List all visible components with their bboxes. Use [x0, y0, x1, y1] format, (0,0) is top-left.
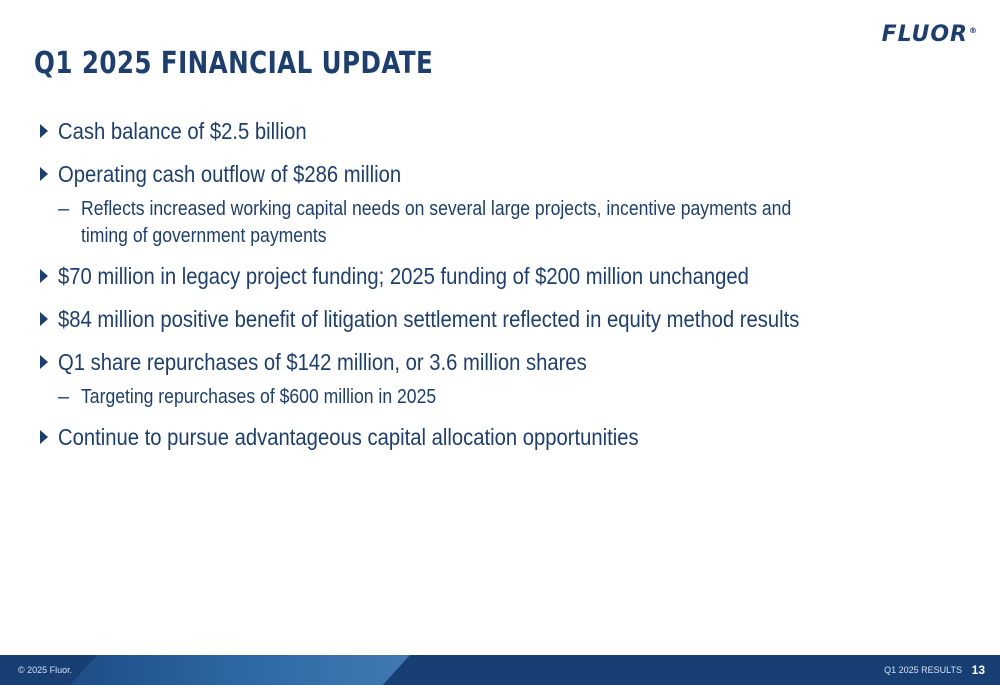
sub-bullet-text — [81, 196, 791, 250]
sub-bullet-line: Reflects increased working capital needs on several large projects, incentive payments and — [81, 198, 792, 220]
dash-icon: – — [58, 386, 70, 408]
bullet-list — [40, 116, 940, 465]
bullet-arrow-icon — [40, 269, 48, 283]
bullet-text: Q1 share repurchases of $142 million, or 3.6 million shares — [58, 349, 587, 375]
sub-bullet-targeting — [58, 384, 940, 411]
bullet-text: $70 million in legacy project funding; 2025 funding of $200 million unchanged — [58, 263, 749, 289]
bullet-text: Continue to pursue advantageous capital allocation opportunities — [58, 424, 639, 450]
bullet-operating-cash — [40, 159, 940, 189]
sub-bullet-text: Targeting repurchases of $600 million in 2025 — [81, 386, 437, 408]
page-title: Q1 2025 FINANCIAL UPDATE — [34, 46, 434, 81]
logo-text: FLUOR — [881, 22, 968, 47]
bullet-text: $84 million positive benefit of litigation settlement reflected in equity method results — [58, 306, 800, 332]
bullet-arrow-icon — [40, 355, 48, 369]
bullet-arrow-icon — [40, 167, 48, 181]
bullet-share-repurchases — [40, 347, 940, 377]
bullet-litigation — [40, 304, 940, 334]
footer-accent-stripe — [70, 655, 410, 685]
registered-mark: ® — [969, 25, 978, 35]
bullet-legacy-funding — [40, 261, 940, 291]
page-number: 13 — [971, 663, 985, 677]
bullet-text: Operating cash outflow of $286 million — [58, 161, 402, 187]
bullet-cash-balance — [40, 116, 940, 146]
sub-bullet-line: timing of government payments — [81, 225, 327, 247]
sub-bullet-working-capital — [58, 196, 940, 250]
bullet-arrow-icon — [40, 430, 48, 444]
bullet-text: Cash balance of $2.5 billion — [58, 118, 307, 144]
bullet-capital-allocation — [40, 422, 940, 452]
dash-icon: – — [58, 198, 70, 220]
copyright: © 2025 Fluor. — [18, 665, 73, 675]
bullet-arrow-icon — [40, 124, 48, 138]
bullet-arrow-icon — [40, 312, 48, 326]
report-label: Q1 2025 RESULTS — [884, 665, 962, 675]
footer-bar — [0, 655, 1000, 685]
fluor-logo — [882, 22, 978, 47]
